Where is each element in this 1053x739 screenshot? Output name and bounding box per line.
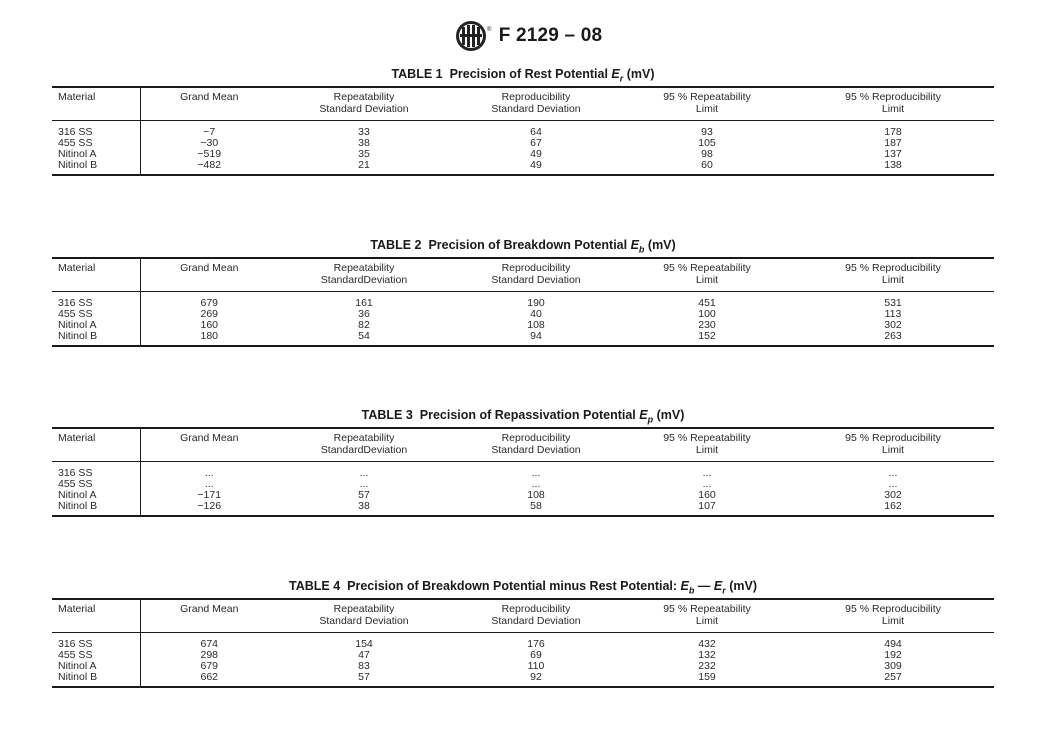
cell-repeat-sd: 36 <box>358 308 370 320</box>
cell-repeat-sd: 47 <box>358 649 370 661</box>
cell-grand-mean: 298 <box>200 649 219 661</box>
cell-grand-mean: −171 <box>197 489 222 501</box>
cell-material: Nitinol A <box>52 490 140 501</box>
cell-material: 455 SS <box>52 479 140 490</box>
cell-repeat-lim: 100 <box>698 308 716 320</box>
cell-reprod-sd: 94 <box>530 330 542 342</box>
table-row <box>52 661 994 672</box>
table-4-block <box>52 578 994 688</box>
table-header-row <box>52 599 994 633</box>
cell-reprod-lim: 494 <box>884 638 902 650</box>
table-row <box>52 462 994 480</box>
col-header-reprod-sd: Reproducibility Standard Deviation <box>491 262 581 286</box>
cell-repeat-sd: 83 <box>358 660 370 672</box>
cell-grand-mean: 160 <box>200 319 219 331</box>
cell-grand-mean: −7 <box>203 126 216 138</box>
cell-reprod-lim: ... <box>888 467 898 479</box>
cell-reprod-sd: 108 <box>527 489 545 501</box>
col-header-repeat-limit: 95 % Repeatability Limit <box>663 91 751 115</box>
cell-reprod-lim: 162 <box>884 500 902 512</box>
table-1-title: TABLE 1 Precision of Rest Potential $E_r$ (mV) <box>391 67 655 84</box>
col-header-material: Material <box>52 258 140 292</box>
cell-reprod-lim: ... <box>888 478 898 490</box>
cell-material: 316 SS <box>52 462 140 480</box>
cell-reprod-sd: 110 <box>527 660 545 672</box>
table-row <box>52 479 994 490</box>
cell-reprod-sd: 176 <box>527 638 545 650</box>
cell-material: Nitinol A <box>52 149 140 160</box>
table-row <box>52 672 994 687</box>
table-3 <box>52 427 994 517</box>
cell-reprod-lim: 192 <box>884 649 902 661</box>
cell-reprod-sd: 190 <box>527 297 545 309</box>
cell-reprod-lim: 302 <box>884 319 902 331</box>
cell-material: Nitinol B <box>52 672 140 687</box>
table-4-title: TABLE 4 Precision of Breakdown Potential minus Rest Potential: $E_b$ — $E_r$ (mV) <box>289 579 757 596</box>
cell-grand-mean: ... <box>204 478 214 490</box>
table-row <box>52 633 994 651</box>
table-row <box>52 650 994 661</box>
table-header-row <box>52 87 994 121</box>
cell-reprod-sd: 69 <box>530 649 542 661</box>
cell-reprod-sd: 67 <box>530 137 542 149</box>
cell-material: 455 SS <box>52 650 140 661</box>
cell-repeat-lim: 152 <box>698 330 716 342</box>
table-2-block <box>52 237 994 347</box>
cell-reprod-lim: 113 <box>884 308 902 320</box>
cell-material: 316 SS <box>52 292 140 310</box>
cell-reprod-lim: 309 <box>884 660 902 672</box>
table-4 <box>52 598 994 688</box>
cell-reprod-lim: 257 <box>884 671 902 683</box>
cell-repeat-sd: 82 <box>358 319 370 331</box>
cell-repeat-sd: 21 <box>358 159 370 171</box>
cell-grand-mean: −519 <box>197 148 222 160</box>
table-1 <box>52 86 994 176</box>
cell-repeat-lim: 160 <box>698 489 716 501</box>
cell-repeat-sd: ... <box>359 467 369 479</box>
cell-reprod-lim: 263 <box>884 330 902 342</box>
cell-reprod-lim: 138 <box>884 159 902 171</box>
col-header-repeat-sd: Repeatability Standard Deviation <box>319 91 409 115</box>
cell-material: Nitinol A <box>52 320 140 331</box>
table-header-row <box>52 258 994 292</box>
col-header-repeat-limit: 95 % Repeatability Limit <box>663 262 751 286</box>
table-row <box>52 309 994 320</box>
astm-logo-icon <box>451 19 495 53</box>
cell-repeat-lim: 132 <box>698 649 716 661</box>
col-header-reprod-limit: 95 % Reproducibility Limit <box>845 603 941 627</box>
cell-material: 316 SS <box>52 121 140 139</box>
svg-text:®: ® <box>486 27 492 33</box>
cell-repeat-lim: 230 <box>698 319 716 331</box>
cell-grand-mean: 269 <box>200 308 219 320</box>
cell-repeat-lim: 159 <box>698 671 716 683</box>
col-header-grand-mean: Grand Mean <box>180 432 239 444</box>
cell-repeat-sd: 57 <box>358 489 370 501</box>
table-row <box>52 501 994 516</box>
col-header-reprod-sd: Reproducibility Standard Deviation <box>491 91 581 115</box>
document-id: F 2129 – 08 <box>498 25 603 46</box>
cell-reprod-sd: 58 <box>530 500 542 512</box>
cell-repeat-lim: 432 <box>698 638 716 650</box>
cell-grand-mean: 674 <box>200 638 219 650</box>
cell-reprod-sd: ... <box>531 467 541 479</box>
cell-reprod-lim: 302 <box>884 489 902 501</box>
col-header-repeat-sd: Repeatability StandardDeviation <box>320 432 408 456</box>
col-header-grand-mean: Grand Mean <box>180 262 239 274</box>
cell-repeat-lim: 451 <box>698 297 716 309</box>
table-row <box>52 490 994 501</box>
cell-reprod-lim: 137 <box>884 148 902 160</box>
col-header-repeat-limit: 95 % Repeatability Limit <box>663 603 751 627</box>
cell-repeat-sd: 57 <box>358 671 370 683</box>
cell-grand-mean: 679 <box>200 297 219 309</box>
cell-grand-mean: ... <box>204 467 214 479</box>
cell-repeat-lim: 60 <box>701 159 713 171</box>
col-header-material: Material <box>52 428 140 462</box>
cell-material: Nitinol B <box>52 160 140 175</box>
cell-repeat-sd: ... <box>359 478 369 490</box>
cell-repeat-sd: 38 <box>358 500 370 512</box>
table-row <box>52 121 994 139</box>
col-header-reprod-sd: Reproducibility Standard Deviation <box>491 432 581 456</box>
col-header-material: Material <box>52 87 140 121</box>
cell-repeat-lim: ... <box>702 478 712 490</box>
table-2 <box>52 257 994 347</box>
col-header-grand-mean: Grand Mean <box>180 603 239 615</box>
table-3-block <box>52 407 994 517</box>
cell-reprod-sd: 49 <box>530 148 542 160</box>
table-row <box>52 320 994 331</box>
col-header-repeat-limit: 95 % Repeatability Limit <box>663 432 751 456</box>
cell-material: 455 SS <box>52 138 140 149</box>
cell-repeat-sd: 33 <box>358 126 370 138</box>
col-header-material: Material <box>52 599 140 633</box>
cell-reprod-lim: 178 <box>884 126 902 138</box>
cell-material: Nitinol B <box>52 501 140 516</box>
cell-grand-mean: 180 <box>200 330 219 342</box>
cell-material: 455 SS <box>52 309 140 320</box>
col-header-reprod-sd: Reproducibility Standard Deviation <box>491 603 581 627</box>
table-1-block <box>52 66 994 176</box>
cell-repeat-lim: 105 <box>698 137 716 149</box>
table-header-row <box>52 428 994 462</box>
cell-reprod-sd: 64 <box>530 126 542 138</box>
cell-repeat-lim: 98 <box>701 148 713 160</box>
cell-material: Nitinol A <box>52 661 140 672</box>
cell-material: 316 SS <box>52 633 140 651</box>
cell-reprod-sd: 92 <box>530 671 542 683</box>
cell-grand-mean: −126 <box>197 500 222 512</box>
cell-repeat-lim: 107 <box>698 500 716 512</box>
col-header-reprod-limit: 95 % Reproducibility Limit <box>845 91 941 115</box>
cell-grand-mean: 662 <box>200 671 219 683</box>
cell-repeat-sd: 35 <box>358 148 370 160</box>
table-2-title: TABLE 2 Precision of Breakdown Potential $E_b$ (mV) <box>370 238 676 255</box>
cell-repeat-sd: 38 <box>358 137 370 149</box>
cell-repeat-lim: ... <box>702 467 712 479</box>
cell-repeat-lim: 232 <box>698 660 716 672</box>
col-header-grand-mean: Grand Mean <box>180 91 239 103</box>
cell-grand-mean: −482 <box>197 159 222 171</box>
table-row <box>52 292 994 310</box>
cell-reprod-lim: 187 <box>884 137 902 149</box>
col-header-repeat-sd: Repeatability StandardDeviation <box>320 262 408 286</box>
table-row <box>52 160 994 175</box>
cell-reprod-sd: 49 <box>530 159 542 171</box>
table-row <box>52 138 994 149</box>
cell-repeat-lim: 93 <box>701 126 713 138</box>
table-row <box>52 149 994 160</box>
page-header <box>0 18 1053 54</box>
cell-reprod-sd: 40 <box>530 308 542 320</box>
col-header-reprod-limit: 95 % Reproducibility Limit <box>845 432 941 456</box>
table-3-title: TABLE 3 Precision of Repassivation Potential $E_p$ (mV) <box>361 408 685 425</box>
table-row <box>52 331 994 346</box>
cell-repeat-sd: 154 <box>355 638 373 650</box>
cell-repeat-sd: 161 <box>355 297 373 309</box>
cell-grand-mean: 679 <box>200 660 219 672</box>
cell-reprod-sd: 108 <box>527 319 545 331</box>
cell-reprod-lim: 531 <box>884 297 902 309</box>
cell-grand-mean: −30 <box>200 137 219 149</box>
cell-material: Nitinol B <box>52 331 140 346</box>
cell-reprod-sd: ... <box>531 478 541 490</box>
cell-repeat-sd: 54 <box>358 330 370 342</box>
col-header-reprod-limit: 95 % Reproducibility Limit <box>845 262 941 286</box>
col-header-repeat-sd: Repeatability Standard Deviation <box>319 603 409 627</box>
